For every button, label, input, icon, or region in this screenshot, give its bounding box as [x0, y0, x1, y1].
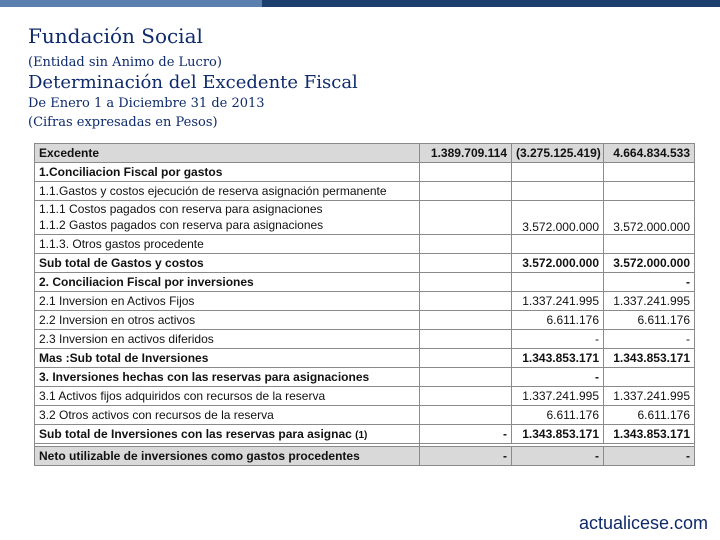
- table-row-3-2: [35, 406, 695, 425]
- table-row-1-1: [35, 182, 695, 201]
- row-label: 1.1.3. Otros gastos procedente: [35, 235, 420, 254]
- cell-value-2: 1.343.853.171: [512, 349, 604, 368]
- table-row-2-1: [35, 292, 695, 311]
- cell-value-2: 6.611.176: [512, 311, 604, 330]
- row-label-text: Sub total de Inversiones con las reservas para asignac: [39, 427, 352, 441]
- cell-value-2: 3.572.000.000: [512, 254, 604, 273]
- table-row-1-1-3: [35, 235, 695, 254]
- table-row-section-1: [35, 163, 695, 182]
- cell-value-3: 1.343.853.171: [604, 349, 695, 368]
- report-title: Determinación del Excedente Fiscal: [28, 72, 358, 93]
- top-accent-bar-dark: [262, 0, 720, 7]
- cell-value-1: -: [420, 447, 512, 466]
- row-label: 3. Inversiones hechas con las reservas para asignaciones: [35, 368, 420, 387]
- cell-value-2: 1.337.241.995: [512, 387, 604, 406]
- brand-watermark: actualicese.com: [578, 513, 708, 533]
- table-row-2-2: [35, 311, 695, 330]
- footnote-marker: (1): [355, 430, 368, 441]
- cell-value-2: 3.572.000.000: [512, 201, 604, 235]
- cell-value-1: 1.389.709.114: [420, 144, 512, 163]
- cell-value-3: 1.337.241.995: [604, 387, 695, 406]
- cell-value-3: 6.611.176: [604, 311, 695, 330]
- row-label-1-1-2: 1.1.2 Gastos pagados con reserva para asignaciones: [39, 218, 324, 232]
- row-label: Sub total de Gastos y costos: [35, 254, 420, 273]
- table-row-subtotal-inversiones: [35, 349, 695, 368]
- row-label: 2.2 Inversion en otros activos: [35, 311, 420, 330]
- cell-value-2: (3.275.125.419): [512, 144, 604, 163]
- table-row-3-1: [35, 387, 695, 406]
- cell-value-3: 1.337.241.995: [604, 292, 695, 311]
- fiscal-surplus-table: [34, 143, 695, 466]
- cell-value-3: -: [604, 273, 695, 292]
- table-row-1-1-1-and-1-1-2: [35, 201, 695, 235]
- cell-value-3: -: [604, 330, 695, 349]
- row-label: 2.1 Inversion en Activos Fijos: [35, 292, 420, 311]
- row-label: 2. Conciliacion Fiscal por inversiones: [35, 273, 420, 292]
- report-period: De Enero 1 a Diciembre 31 de 2013: [28, 96, 265, 111]
- top-accent-bar-light: [0, 0, 262, 7]
- cell-value-3: 3.572.000.000: [604, 201, 695, 235]
- organization-name: Fundación Social: [28, 24, 203, 48]
- cell-value-2: -: [512, 330, 604, 349]
- report-units: (Cifras expresadas en Pesos): [28, 115, 218, 130]
- cell-value-2: 1.337.241.995: [512, 292, 604, 311]
- cell-value-3: 4.664.834.533: [604, 144, 695, 163]
- table-row-section-2: [35, 273, 695, 292]
- row-label-1-1-1: 1.1.1 Costos pagados con reserva para asignaciones: [39, 202, 323, 216]
- row-label: [35, 425, 420, 444]
- cell-value-2: -: [512, 447, 604, 466]
- cell-value-1: -: [420, 425, 512, 444]
- table-row-subtotal-reservas: [35, 425, 695, 444]
- table-row-neto: [35, 447, 695, 466]
- cell-value-3: -: [604, 447, 695, 466]
- table-row-excedente: [35, 144, 695, 163]
- row-label: 1.1.Gastos y costos ejecución de reserva asignación permanente: [35, 182, 420, 201]
- row-label: 3.2 Otros activos con recursos de la reserva: [35, 406, 420, 425]
- row-label: [35, 201, 420, 235]
- top-accent-bar: [0, 0, 720, 7]
- row-label: 3.1 Activos fijos adquiridos con recursos de la reserva: [35, 387, 420, 406]
- table-row-2-3: [35, 330, 695, 349]
- cell-value-3: 3.572.000.000: [604, 254, 695, 273]
- cell-value-2: -: [512, 368, 604, 387]
- row-label: Excedente: [35, 144, 420, 163]
- organization-subtitle: (Entidad sin Animo de Lucro): [28, 55, 222, 70]
- cell-value-2: 6.611.176: [512, 406, 604, 425]
- row-label: Mas :Sub total de Inversiones: [35, 349, 420, 368]
- row-label: 2.3 Inversion en activos diferidos: [35, 330, 420, 349]
- cell-value-3: 1.343.853.171: [604, 425, 695, 444]
- cell-value-2: 1.343.853.171: [512, 425, 604, 444]
- table-row-section-3: [35, 368, 695, 387]
- table-row-subtotal-gastos: [35, 254, 695, 273]
- row-label: 1.Conciliacion Fiscal por gastos: [35, 163, 420, 182]
- row-label: Neto utilizable de inversiones como gastos procedentes: [35, 447, 420, 466]
- cell-value-3: 6.611.176: [604, 406, 695, 425]
